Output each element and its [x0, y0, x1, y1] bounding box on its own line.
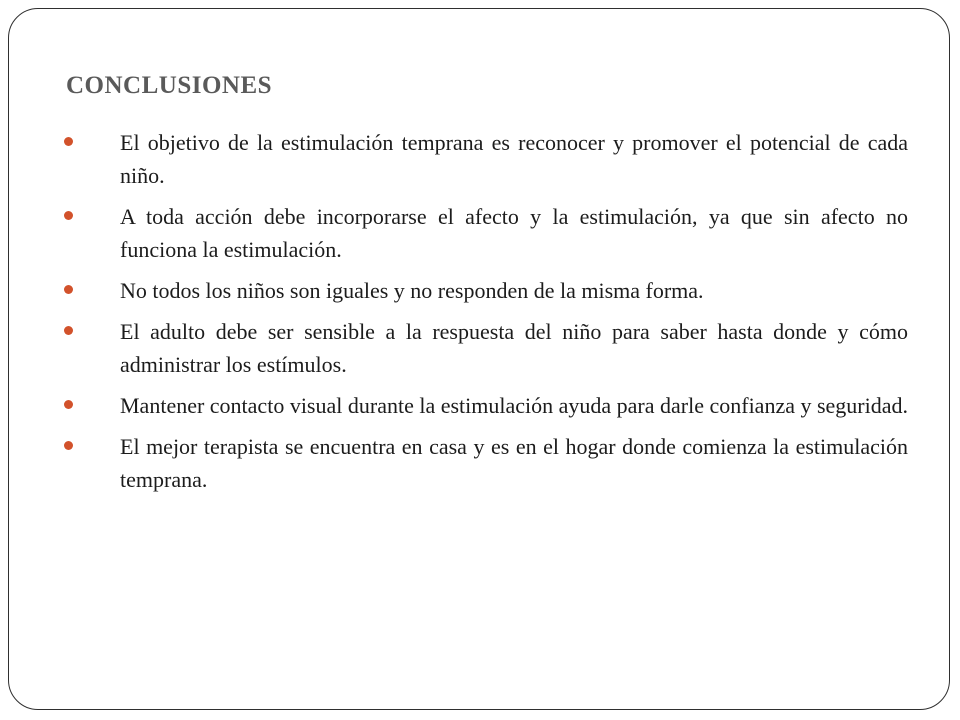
bullet-dot-icon	[64, 326, 73, 335]
bullet-dot-icon	[64, 400, 73, 409]
bullet-list	[64, 126, 908, 504]
bullet-item	[64, 274, 908, 307]
bullet-text: Mantener contacto visual durante la estimulación ayuda para darle confianza y seguridad.	[120, 393, 909, 418]
bullet-item	[64, 430, 908, 496]
bullet-dot-icon	[64, 285, 73, 294]
bullet-text: No todos los niños son iguales y no responden de la misma forma.	[120, 278, 704, 303]
bullet-dot-icon	[64, 137, 73, 146]
bullet-dot-icon	[64, 441, 73, 450]
bullet-item	[64, 389, 908, 422]
bullet-item	[64, 200, 908, 266]
bullet-dot-icon	[64, 211, 73, 220]
slide-frame	[8, 8, 950, 710]
bullet-item	[64, 126, 908, 192]
bullet-text: El mejor terapista se encuentra en casa y es en el hogar donde comienza la estimulación temprana.	[120, 434, 908, 492]
bullet-item	[64, 315, 908, 381]
bullet-text: A toda acción debe incorporarse el afecto y la estimulación, ya que sin afecto no funciona la estimulación.	[120, 204, 908, 262]
bullet-text: El adulto debe ser sensible a la respuesta del niño para saber hasta donde y cómo administrar los estímulos.	[120, 319, 908, 377]
slide-title: CONCLUSIONES	[66, 72, 273, 99]
bullet-text: El objetivo de la estimulación temprana es reconocer y promover el potencial de cada niño.	[120, 130, 908, 188]
